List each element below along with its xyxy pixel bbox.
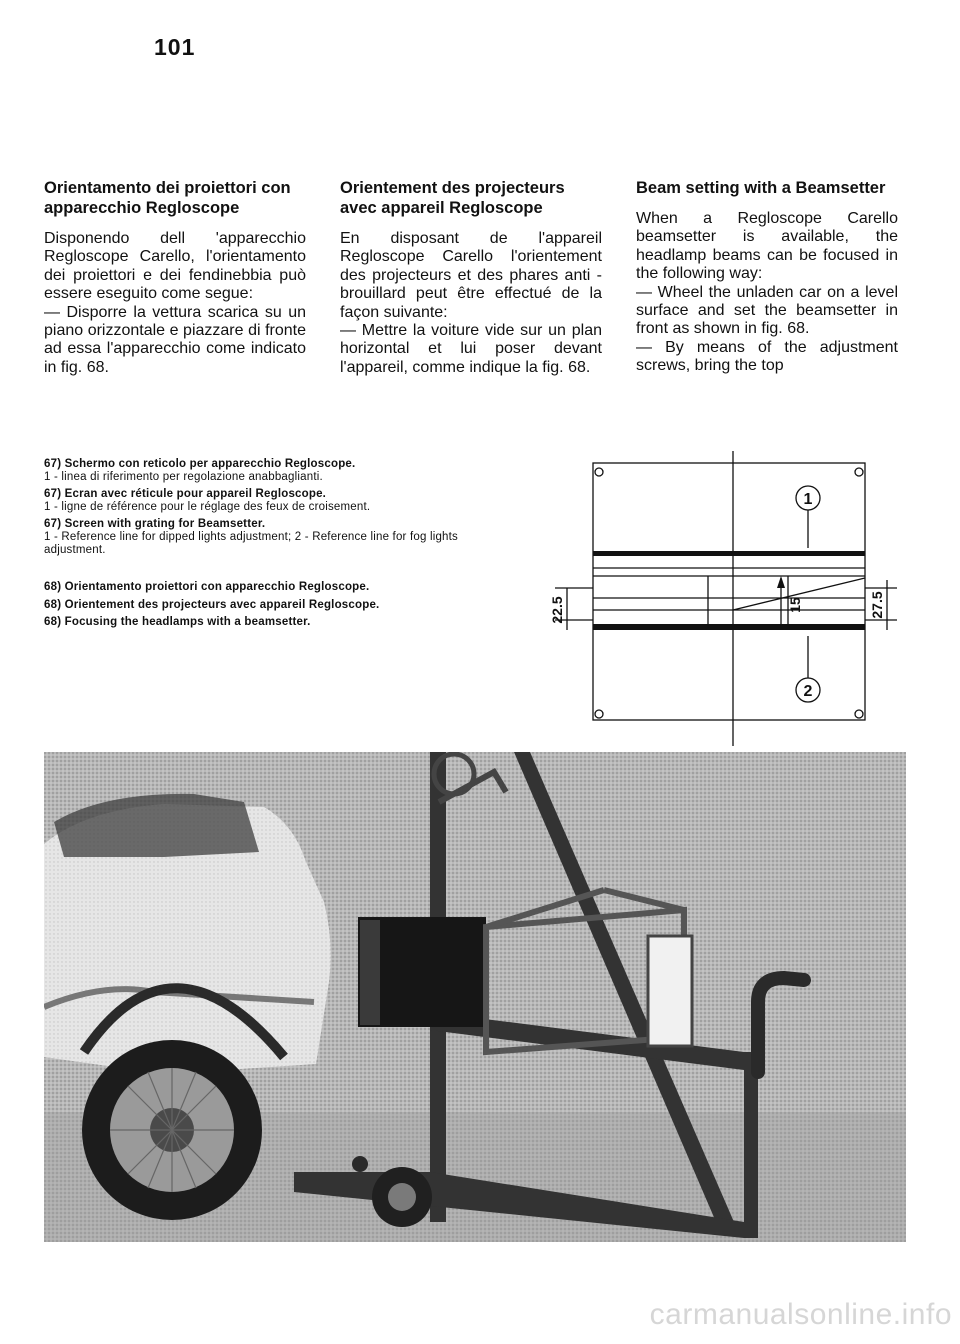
- column-body: En disposant de l'appareil Regloscope Carello l'orientement des projecteurs et des phares anti - brouillard peut être effectué de la façon suivante: — Mettre la voiture vide sur un plan horizontal et lui poser devant l'appareil, comme indique la fig. 68.: [340, 230, 602, 376]
- caption-title: 68) Focusing the headlamps with a beamsetter.: [44, 616, 311, 629]
- dimension-middle: 15: [787, 597, 803, 613]
- dimension-left: 22.5: [549, 596, 565, 624]
- page-number: 101: [154, 34, 196, 60]
- caption-68-en: [44, 616, 464, 629]
- caption-text: 1 - linea di riferimento per regolazione anabbaglianti.: [44, 470, 323, 483]
- column-heading: Orientement des projecteurs avec appareil Regloscope: [340, 179, 565, 217]
- screen-frame: [593, 463, 865, 720]
- beamsetter-photo: [44, 752, 906, 1242]
- caption-67-it: [44, 458, 464, 483]
- watermark: carmanualsonline.info: [649, 1298, 952, 1331]
- callout-1: 1: [803, 491, 813, 508]
- caption-title: 67) Screen with grating for Beamsetter.: [44, 518, 266, 531]
- caption-title: 67) Schermo con reticolo per apparecchio Regloscope.: [44, 458, 356, 470]
- dimension-right: 27.5: [869, 591, 885, 619]
- caption-title: 68) Orientement des projecteurs avec appareil Regloscope.: [44, 598, 380, 611]
- caption-title: 68) Orientamento proiettori con apparecchio Regloscope.: [44, 581, 370, 594]
- caption-title: 67) Ecran avec réticule pour appareil Regloscope.: [44, 488, 327, 501]
- column-heading: Orientamento dei proiettori con apparecchio Regloscope: [44, 179, 291, 217]
- caption-text: 1 - Reference line for dipped lights adjustment; 2 - Reference line for fog lights adjustment.: [44, 530, 459, 556]
- column-french: [340, 178, 602, 377]
- column-body: When a Regloscope Carello beamsetter is available, the headlamp beams can be focused in the following way: — Wheel the unladen car on a level surface and set the beamsetter in front as shown in fig. 68. — By means of the adjustment screws, bring the top: [636, 210, 898, 375]
- caption-67-fr: [44, 488, 464, 513]
- column-italian: [44, 178, 306, 377]
- caption-68-fr: [44, 599, 464, 612]
- callout-2: 2: [803, 683, 813, 700]
- reference-band-top: [593, 551, 865, 556]
- column-heading: Beam setting with a Beamsetter: [636, 179, 886, 197]
- caption-67-en: [44, 518, 464, 556]
- column-body: Disponendo dell 'apparecchio Regloscope Carello, l'orientamento dei proiettori e dei fendinebbia può essere eseguito come segue: — Disporre la vettura scarica su un piano orizzontale e piazzare di fronte ad essa l'apparecchio come indicato in fig. 68.: [44, 230, 306, 376]
- screen-grating-diagram: [525, 448, 905, 748]
- column-english: [636, 178, 898, 376]
- caption-68-it: [44, 581, 464, 594]
- caption-text: 1 - ligne de référence pour le réglage des feux de croisement.: [44, 500, 371, 513]
- figure-captions: [44, 458, 464, 634]
- reference-band-bottom: [593, 624, 865, 630]
